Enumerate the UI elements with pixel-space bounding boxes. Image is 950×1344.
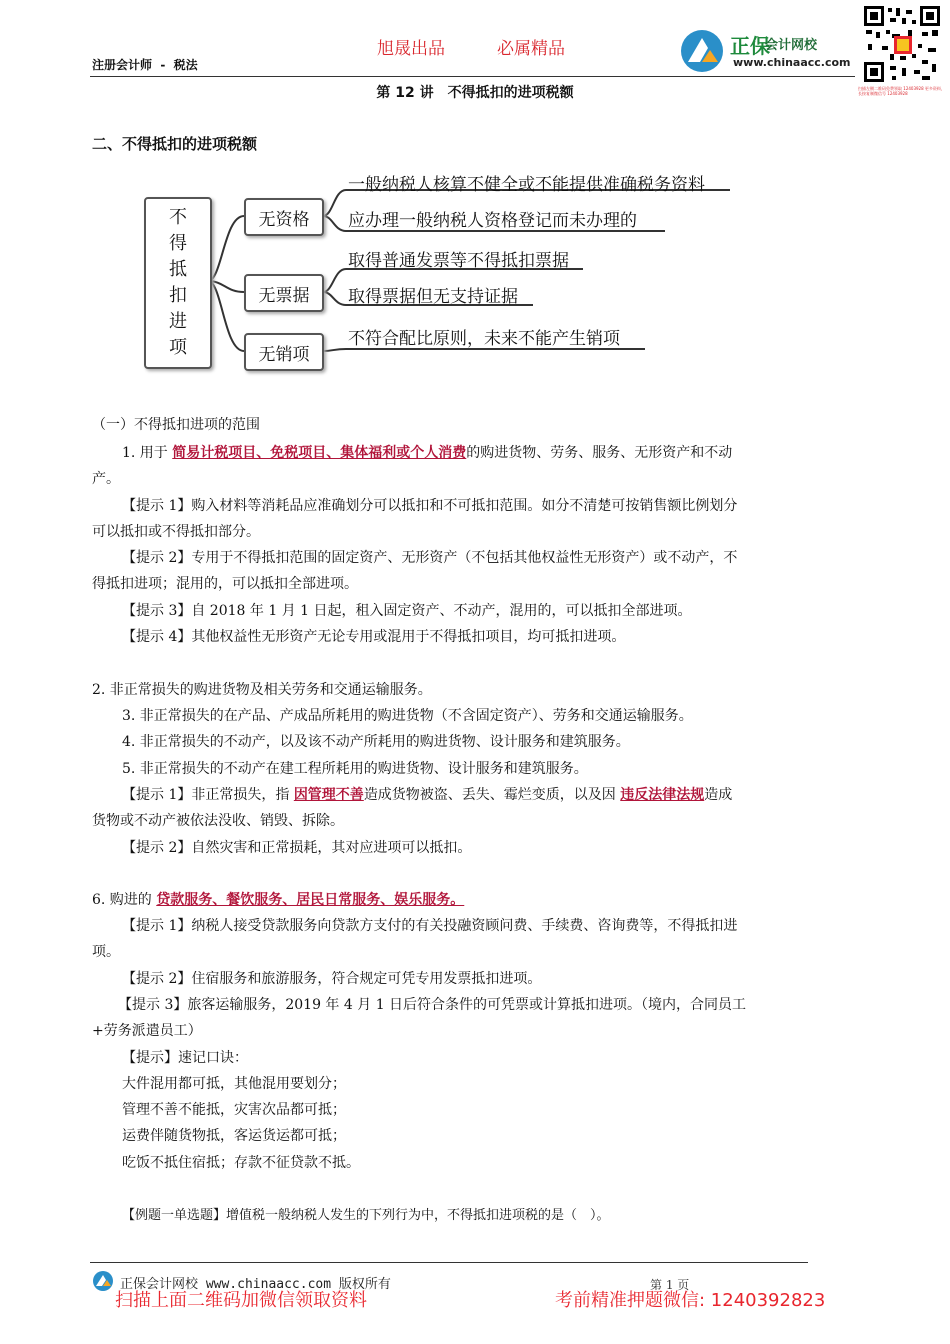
tip-service-1: 【提示 1】纳税人接受贷款服务向贷款方支付的有关投融资顾问费、手续费、咨询费等，不得抵扣进: [122, 918, 738, 934]
footer-promo-right: 考前精准押题微信: 1240392823: [555, 1290, 826, 1311]
mindmap-leaf: 一般纳税人核算不健全或不能提供准确税务资料: [348, 175, 705, 195]
mnemonic-line: 吃饭不抵住宿抵；存款不征贷款不抵。: [122, 1155, 360, 1171]
tip-2-continuation: 得抵扣进项；混用的，可以抵扣全部进项。: [92, 576, 358, 592]
logo-subtitle: 会计网校: [765, 38, 818, 53]
footer-promo-left: 扫描上面二维码加微信领取资料: [115, 1290, 367, 1311]
qr-code-icon: [862, 4, 942, 84]
mindmap-root-char: 不: [169, 207, 187, 228]
lecture-title: 第 12 讲 不得抵扣的进项税额: [376, 85, 574, 101]
tip-service-3-continuation: +劳务派遣员工）: [92, 1023, 202, 1039]
tip-loss-1-middle: 造成货物被盗、丢失、霉烂变质，以及因: [363, 787, 621, 803]
item-6: [92, 887, 464, 913]
tip-loss-1-suffix: 造成: [704, 787, 733, 803]
tip-loss-1-prefix: 【提示 1】非正常损失，指: [122, 787, 294, 803]
mindmap-branch-no-output: 无销项: [244, 333, 324, 371]
item-2: 2. 非正常损失的购进货物及相关劳务和交通运输服务。: [92, 682, 432, 698]
item-1-prefix: 1. 用于: [122, 445, 173, 461]
tip-1: 【提示 1】购入材料等消耗品应准确划分可以抵扣和不可抵扣范围。如分不清楚可按销售额比例划分: [122, 498, 738, 514]
tip-4: 【提示 4】其他权益性无形资产无论专用或混用于不得抵扣项目，均可抵扣进项。: [122, 629, 626, 645]
course-name: 注册会计师 - 税法: [92, 58, 198, 72]
header-promo-right: 必属精品: [497, 39, 565, 59]
tip-service-1-continuation: 项。: [92, 944, 120, 960]
mindmap-leaf: 取得票据但无支持证据: [348, 287, 518, 307]
item-1-highlight: 简易计税项目、免税项目、集体福利或个人消费: [172, 445, 467, 461]
mindmap-root-char: 扣: [169, 285, 187, 306]
header-promo-left: 旭晟出品: [377, 39, 445, 59]
footer-divider: [90, 1262, 808, 1263]
tip-service-2: 【提示 2】住宿服务和旅游服务，符合规定可凭专用发票抵扣进项。: [122, 971, 542, 987]
mnemonic-line: 管理不善不能抵，灾害次品都可抵；: [122, 1102, 346, 1118]
mindmap-branch-no-invoice: 无票据: [244, 274, 324, 312]
tip-1-continuation: 可以抵扣或不得抵扣部分。: [92, 524, 260, 540]
mindmap-branch-no-qualification: 无资格: [244, 198, 324, 236]
footer-logo-icon: [92, 1270, 116, 1292]
tip-loss-1: [122, 782, 732, 808]
item-1-suffix: 的购进货物、劳务、服务、无形资产和不动: [466, 445, 733, 461]
item-1: [122, 440, 732, 466]
mnemonic-line: 大件混用都可抵，其他混用要划分；: [122, 1076, 346, 1092]
item-6-highlight: 贷款服务、餐饮服务、居民日常服务、娱乐服务。: [156, 892, 465, 908]
mindmap-root: [144, 197, 212, 369]
mnemonic-line: 运费伴随货物抵，客运货运都可抵；: [122, 1128, 346, 1144]
item-3: 3. 非正常损失的在产品、产成品所耗用的购进货物（不含固定资产）、劳务和交通运输服务。: [122, 708, 693, 724]
mindmap-root-char: 进: [169, 311, 187, 332]
item-4: 4. 非正常损失的不动产，以及该不动产所耗用的购进货物、设计服务和建筑服务。: [122, 734, 630, 750]
tip-loss-2: 【提示 2】自然灾害和正常损耗，其对应进项可以抵扣。: [122, 840, 472, 856]
mindmap-root-char: 项: [169, 337, 187, 358]
item-6-prefix: 6. 购进的: [92, 892, 157, 908]
tip-loss-1-highlight-management: 因管理不善: [293, 787, 364, 803]
tip-loss-1-continuation: 货物或不动产被依法没收、销毁、拆除。: [92, 813, 344, 829]
tip-service-3: 【提示 3】旅客运输服务，2019 年 4 月 1 日后符合条件的可凭票或计算抵扣进项。（境内，合同员工: [118, 997, 747, 1013]
section-title: 二、不得抵扣的进项税额: [92, 135, 258, 153]
qr-note: 扫描左侧二维码免费领取 12403928 更多资料，长按复制微信号 12403928: [858, 86, 945, 96]
footer-copyright: 正保会计网校 www.chinaacc.com 版权所有: [120, 1277, 391, 1292]
example-question: 【例题一单选题】增值税一般纳税人发生的下列行为中，不得抵扣进项税的是（ ）。: [122, 1208, 610, 1223]
mindmap-leaf: 不符合配比原则，未来不能产生销项: [348, 329, 620, 349]
logo-name: 正保: [730, 34, 770, 58]
subsection-title: （一）不得抵扣进项的范围: [92, 417, 260, 433]
mindmap-root-char: 得: [169, 233, 187, 254]
tip-3: 【提示 3】自 2018 年 1 月 1 日起，租入固定资产、不动产，混用的，可以抵扣全部进项。: [122, 603, 692, 619]
mindmap-leaf: 取得普通发票等不得抵扣票据: [348, 251, 569, 271]
mindmap-leaf: 应办理一般纳税人资格登记而未办理的: [348, 211, 637, 231]
logo-url: www.chinaacc.com: [733, 56, 851, 69]
chinaacc-logo-icon: [678, 28, 726, 74]
mindmap-root-char: 抵: [169, 259, 187, 280]
item-1-continuation: 产。: [92, 471, 120, 487]
item-5: 5. 非正常损失的不动产在建工程所耗用的购进货物、设计服务和建筑服务。: [122, 761, 588, 777]
header-divider: [90, 76, 855, 77]
page-number: 第 1 页: [650, 1278, 690, 1292]
tip-loss-1-highlight-law: 违反法律法规: [620, 787, 705, 803]
mnemonic-heading: 【提示】速记口诀：: [122, 1050, 248, 1066]
tip-2: 【提示 2】专用于不得抵扣范围的固定资产、无形资产（不包括其他权益性无形资产）或不动产，不: [122, 550, 738, 566]
